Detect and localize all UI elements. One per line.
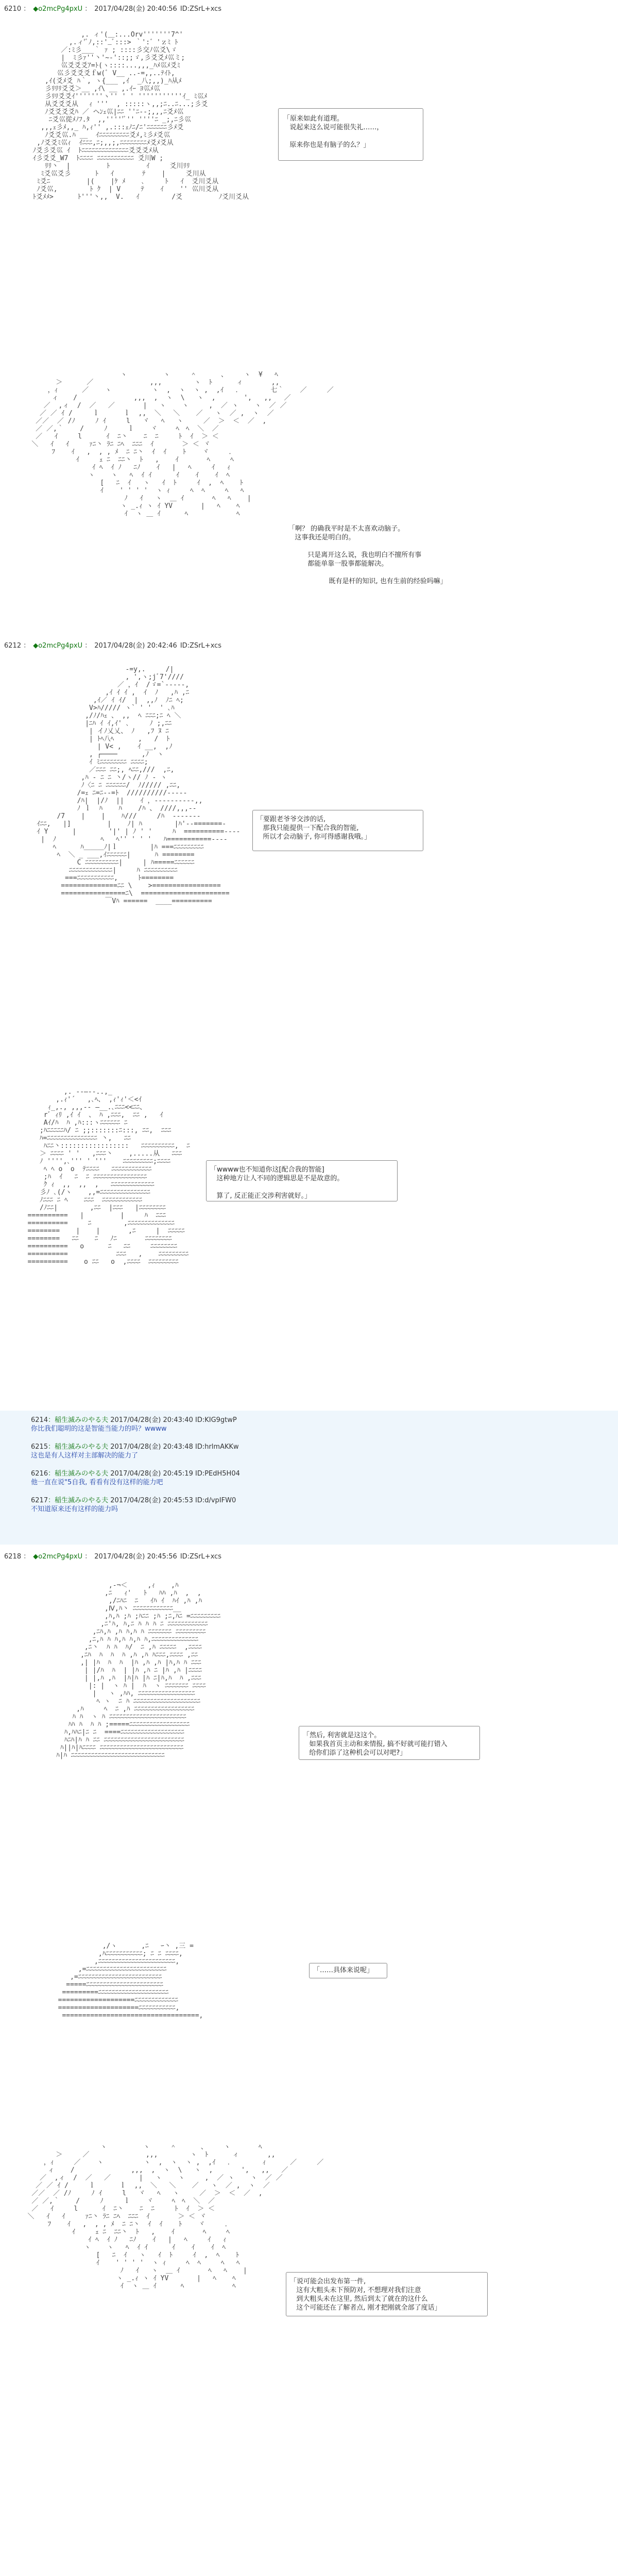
- reply-text: 你比我们聪明的这是智能当能力的吗？wwww: [31, 1425, 167, 1433]
- post-date: 2017/04/28(金) 20:45:56: [94, 1553, 177, 1561]
- reply-number[interactable]: 6214: [31, 1416, 48, 1424]
- reply-text: 这也是有人这样对主部解决的能力了: [31, 1452, 139, 1460]
- reply-number[interactable]: 6217: [31, 1497, 48, 1504]
- post-date: 2017/04/28(金) 20:40:56: [94, 5, 177, 13]
- speech-text: 「要跟老爷爷交涉的话, 那我只能提供一下配合我的智能, 所以才会动脑子, 你可得感谢我哦。」: [256, 816, 371, 841]
- post-header: 6210 ： ◆o2mcPg4pxU ： 2017/04/28(金) 20:40:56 ID:ZSrL+xcs: [4, 5, 222, 13]
- reply-id[interactable]: ID:PEdH5H04: [195, 1470, 240, 1478]
- post-id[interactable]: ID:ZSrL+xcs: [180, 642, 222, 650]
- ascii-art: ,/ヽ ,ﾆ ｰ丶 ,三 = ,ﾊﾆﾆﾆﾆﾆﾆﾆﾆﾆﾆﾆ; ﾆ ﾆ ﾆﾆﾆﾆ, ,ﾆﾆﾆﾆﾆﾆﾆﾆﾆﾆﾆﾆﾆﾆﾆﾆﾆﾆﾆﾆﾆﾆﾆ, ,=ﾆﾆﾆﾆﾆﾆﾆﾆﾆﾆﾆﾆﾆﾆﾆﾆﾆﾆﾆﾆﾆﾆﾆﾆ ,=ﾆﾆﾆﾆﾆﾆﾆﾆﾆﾆﾆﾆﾆﾆﾆﾆﾆﾆﾆﾆﾆﾆﾆﾆﾆ =====ﾆﾆﾆﾆﾆﾆﾆﾆﾆﾆﾆﾆﾆﾆﾆﾆﾆﾆﾆﾆﾆﾆﾆ =========ﾆﾆﾆﾆﾆﾆﾆﾆﾆﾆﾆﾆﾆﾆﾆﾆﾆﾆﾆﾆﾆ ===================ﾆﾆﾆﾆﾆﾆﾆﾆﾆﾆﾆﾆﾆ ====================ﾆﾆﾆﾆﾆﾆﾆﾆﾆﾆﾆ, ==================================,: [58, 1942, 203, 2020]
- ascii-art: ヽ ヽ ＾ 、 ヽ ¥ ﾍ ＞ ／ ,,, ヽ ﾄ ィ ,, ，ｨ ／ ヽ ヽ , ヽ ヽ , ,ｲ ． 七｀ ／ ／ ィ / ,,, , ヽ \ ヽ , ', ,, ／ ／ ,ィ / ／ ／ | ヽ ヽ , ／ ヽ ヽ ／ ／ ／ ／ ｲ / ｌ ｌ ,, ＼ ＼ ／ ヽ ／ , ヽ ／ ／／ ／ /ﾉ ﾉ ｲ l ヾ ﾍ ヽ ／ ＞ ＜ ／ , ／ ／,｀ / ﾉ ｌ ヾ ﾍ ﾍ ＼ ／ ／ ｲ l ｲ ﾆ丶 ﾆ ﾆ ﾄ ｲ ＞ ＜ ＼ ｲ ｲ ｧﾆ丶 ﾗﾆ ﾆﾍ ﾆﾆﾆ ｲ ＞ ＜ ヾ ﾌ ｲ , , , ﾒ ﾆ ﾆ丶 ｲ ｲ ﾄ ヾ ． ｲ ｪ ﾆ ﾆﾆ丶 ﾄ , ｲ ﾍ ﾍ ｲ ﾍ ｲ ﾉ ﾆﾉ ｲ | ﾍ ｲ ｨ ヽ ヽ ﾍ ｲ ｲ ｲ ｲ ｲ ﾍ [ ﾆ ｲ ヽ ｲ ﾄ ｲ , ﾍ ﾄ ｲ ' ' ' ' ヽ ｨ ﾍ ﾍ ﾍ ﾍ ﾉ ｲ ヽ ＿ ｲ ﾍ ﾍ | ヽ _.ｨ ヽ ｲ YV | ﾍ ﾍ ｲ ヽ ＿ ｲ ﾍ ﾍ: [31, 371, 334, 518]
- post-number[interactable]: 6210: [4, 5, 22, 13]
- ascii-art: ,. ‐-―‐-..,_ ,.ｨ'´ ,､ﾍ、 ,ｨ'ｨ'＜<ｲ ｨ_,., ,,,-‐ ―__.､ﾆﾆﾆ<<ﾆﾆ、 rﾞ ｨﾘ ,ｲ ｲ 、 ﾊ ,ﾆﾆﾆ, ﾆﾆ , ｲ Aｲ/ﾊ ﾊ ,ﾊ:::ヽﾆﾆﾆﾆﾆﾆ ﾆ ;ﾊﾆﾆﾆﾆﾆﾊ/ ﾆ ;;:::::::ﾆ:::, ﾆﾆ, ﾆﾆﾆ ﾊ=ﾆﾆﾆﾆﾆﾆﾆﾆﾆﾆﾆﾆﾆﾆﾆ 丶, ﾆﾆ ﾊﾆﾆ丶::::::::::::::::: ﾆﾆﾆﾆﾆﾆﾆﾆﾆﾆ, ﾆ ＞ ﾆﾆﾆﾆ ' ' ,ﾆﾆﾆ丶 ,.....从 ﾆﾆﾆ ﾉ '''',､''' ' ''' ﾆﾆﾆﾆﾆﾆﾆﾆﾆ;ﾆﾆﾆﾆ ﾍ ﾍ o o ﾃﾆﾆﾆﾆ ﾆﾆﾆﾆﾆﾆﾆﾆﾆﾆﾆﾆ ;ﾊ ｲ ﾆ ﾆ ﾆﾆﾆﾆﾆﾆﾆﾆﾆﾆﾆﾆﾆﾆﾆﾆ ｸ ｨ ,, ,, , ﾆﾆﾆﾆﾆﾆﾆﾆﾆﾆﾆﾆﾆ 彡ﾉ ､(/ヽ ,,=ﾆﾆﾆﾆﾆﾆﾆﾆﾆﾆﾆﾆﾆﾆﾆ ﾉﾆﾆﾆ ﾆ ﾍ ﾆﾆﾆ ﾆﾆﾆﾆﾆﾆﾆﾆﾆﾆﾆﾆ /ﾉﾆﾆ| ,ﾆﾆ |ﾆﾆﾆ |ﾆﾆﾆﾆﾆﾆﾆﾆ ========== | | ﾊ ﾆﾆﾆ ========== ﾆ ,ﾆﾆﾆﾆﾆﾆﾆﾆﾆﾆﾆﾆﾆﾆ ======== | | ,ﾆ | ﾆﾆﾆﾆﾆ ======== ﾆﾆ ﾆ ﾉﾆ ﾆﾆﾆﾆﾆﾆﾆﾆ ========== o ﾆ ﾆﾆ ﾆﾆﾆﾆﾆﾆﾆﾆ ========== ﾆﾆﾆ , ﾆﾆﾆﾆﾆﾆﾆﾆﾆ ========== o ﾆﾆ o ,ﾆﾆﾆﾆ ﾆﾆﾆﾆﾆﾆﾆﾆﾆ: [27, 1088, 190, 1266]
- reply-date: 2017/04/28(金) 20:43:40: [110, 1416, 193, 1424]
- speech-text: 「……具体来说呢」: [313, 1967, 374, 1974]
- reply-text: 他一直在说"5自我, 看看有没有这样的能力吧: [31, 1479, 163, 1486]
- post-id[interactable]: ID:ZSrL+xcs: [180, 1553, 222, 1561]
- ascii-art: -=y,. /| , ',ヽ;jﾞ7'//// ／ ，ｲ /ゞ=`-----, ,ｲ ｲ ｲ , ｲ ﾉ ,ﾊ ,ﾆ ,ｲ／ ｲ ｲ/ | ,,ﾉ ﾉﾆ ﾍ; V>ﾊ///// ヽ` ' ' ' ､ﾊ ,/ﾉ/ﾊｪ 、 ,, ﾍ ﾆﾆﾆ;ﾆ ﾍ ＼ |ﾆﾊ ｲ ｲ,ｲ' ､ ﾉ ;,ﾆﾆ | イﾉ乂乂、 ﾉ ,ﾌ ﾇ ﾆ | ﾄﾍ八ﾍ , / ﾄ | V< , ｲ __, ,ﾉ , ┌──── ,ﾉ ヽ ｲ ﾐﾆﾆﾆﾆﾆﾆﾆﾆ ﾆﾆﾆﾆ; ／ﾆﾆﾆ ﾆﾆ;, ﾍﾆﾆ,/// ,ﾆ, ,ﾊ ‐ ﾆ ﾆ 丶/ヽ// ﾉ ‐ ヽ ﾉ〈ﾆ ﾆ ﾆﾆﾆﾆﾆﾆ/ ﾉ///// ,ﾆﾆ, /=ｪ ﾆ=ﾆ--=ﾄ //////////----- /ﾊ| |/ﾉ || ｲ ，----------,, ﾉ ｌ ﾊ ﾊ /ﾊ 、 ////,,,-- /7 | | ﾊ/// /ﾊ ------- ｲﾆﾆ, |] | ﾉ| ﾊ |ﾊ'--=======- ｲ Y | '|' | ﾉ ' ' ﾊ ==========---- | ﾉ ﾍ ﾍ'' ' ' ' ﾊ===========---- ﾍ ﾊ＿＿＿ﾉ|ｌ |ﾊ ===ﾆﾆﾆﾆﾆﾆﾆﾆﾆ ﾍ ＼ _ ___,ｲﾆﾆﾆﾆﾆﾆ| ﾊ ======== C ﾆﾆﾆﾆﾆﾆﾆﾆﾆﾆ| | ﾊ=====ﾆﾆﾆﾆﾆﾆ ﾆﾆﾆﾆﾆﾆﾆﾆﾆﾆﾆﾆﾆ| ﾊ ﾆﾆﾆﾆﾆﾆﾆﾆﾆﾆ ===ﾆﾆﾆﾆﾆﾆﾆﾆﾆﾆﾆ, ﾄ======== ==============ﾆﾆ \ >================= ================ﾆ\ ====================== ￣Vﾊ ====== ____==========: [37, 666, 241, 905]
- reply-item: [31, 1469, 240, 1487]
- reply-text: 不知道原来还有这样的能力吗: [31, 1505, 118, 1513]
- reply-date: 2017/04/28(金) 20:45:19: [110, 1470, 193, 1478]
- reply-date: 2017/04/28(金) 20:43:48: [110, 1443, 193, 1451]
- reply-number[interactable]: 6215: [31, 1443, 48, 1451]
- reply-item: [31, 1443, 239, 1460]
- ascii-art: ,-¬＜ ,ｨ ,ﾊ ,ﾆ ｨ' ﾄ ﾊﾊ ,ﾊ , , ,/ﾆﾊﾆ ﾆ ｲﾊ ｲ ﾊｲ ,ﾊ ,ﾊ ,Ⅳ,ﾊ丶 ﾆﾆﾆﾆﾆﾆﾆﾆﾆﾆﾆﾆ__ ,ﾊ,ﾊ ;ﾊ ;ﾊﾆﾆ ;ﾊ ;ﾆ,ﾊﾆ =ﾆﾆﾆﾆﾆﾆﾆﾆﾆ ,ﾆ'ﾊ, ﾊ,ﾆ ﾊ ﾊ ﾊ ﾆ ﾆﾆﾆﾆﾆﾆﾆﾆﾆﾆﾆﾆ ,ﾆﾊ,ﾊ ,ﾊ ﾊ,ﾊ ﾊ ﾆﾆﾆﾆﾆﾆﾆ ﾆﾆﾆﾆﾆﾆﾆﾆﾆ ,ﾆ,ﾊ ﾊ ﾊ,ﾊ ﾊ,ﾊ ﾊ,ﾆﾆﾆﾆﾆﾆﾆﾆﾆﾆﾆﾆﾆﾆ ,ﾆ丶 ﾊ ﾊ ﾊ/ ﾆ ,ﾊ ﾆﾆﾆﾆﾆ ,ﾆﾆﾆﾆ ,ﾆﾊ ﾊ ﾊ ﾊ ,ﾊ ,ﾊ ﾊﾆﾆﾆ,ﾆﾆﾆﾆ ,ﾆﾆ ,| |ﾊ ﾊ ﾊ |ﾊ ,ﾊ ,ﾊ |ﾊ,ﾊ ﾊ ﾆﾆﾆ | |/ﾊ ﾊ | |ﾊ ,ﾊ ﾆ |ﾊ ,ﾊ |ﾆﾆﾆﾆ | |,ﾊ ,ﾊ |ﾊ|ﾊ |ﾊ ﾆ|ﾊ,ﾊ ﾊ ,ﾆﾆﾆ |: | ヽ ﾊ | ﾊ ヽ ﾆﾆﾆﾆﾆﾆﾆ ﾆﾆﾆﾆ | ヽ ,ﾊﾊ, ﾆﾆﾆﾆﾆﾆﾆﾆﾆﾆﾆﾆﾆﾆﾆﾆﾆ ﾍ ヽ ﾆ ﾊ ﾆﾆﾆﾆﾆﾆﾆﾆﾆﾆﾆﾆﾆﾆﾆﾆﾆﾆﾆﾆ ,ﾊ ﾍ ﾆ ,ﾊ ﾆﾆﾆﾆﾆﾆﾆﾆﾆﾆﾆﾆﾆﾆﾆﾆﾆﾆ ﾊ ﾊ ヽ ﾊ ﾆﾆﾆﾆﾆﾆﾆﾆﾆﾆﾆﾆﾆﾆﾆﾆﾆﾆﾆﾆﾆﾆﾆ ﾊﾊ ﾊ ﾊ ﾊ ;=====ﾆﾆﾆﾆﾆﾆﾆﾆﾆﾆﾆﾆﾆﾆﾆﾆﾆﾆ ﾊ,ﾊﾊﾆ|ﾆ ﾆ ====ﾆﾆﾆﾆﾆﾆﾆﾆﾆﾆﾆﾆﾆﾆﾆﾆﾆﾆﾆ ﾊﾆﾊ|ﾊ ﾊ ﾆﾆ ﾆﾆﾆﾆﾆﾆﾆﾆﾆﾆﾆﾆﾆﾆﾆﾆﾆﾆﾆﾆﾆﾆﾆﾆ ﾊ||ﾊ|ﾊﾆﾆﾆﾆ ﾆﾆﾆﾆﾆﾆﾆﾆﾆﾆﾆﾆﾆﾆﾆﾆﾆﾆﾆﾆﾆﾆﾆﾆﾆ ﾊ|ﾊ ﾆﾆﾆﾆﾆﾆﾆﾆﾆﾆﾆﾆﾆﾆﾆﾆﾆﾆﾆﾆﾆﾆﾆﾆﾆﾆﾆﾆ: [56, 1582, 221, 1759]
- speech-text: 「说可能会出发布第一件, 这有大粗头未下预防对, 不想理对我们注意 到大粗头未在这里, 然后到太了就在的这什么 这个可能还在了解者点, 刚才把刚就全部了度话」: [290, 2278, 441, 2312]
- ascii-art: ,. ィ'(＿:...Orv'''''''7^' ,.ィ'ﾞﾉ,::'_ﾞ:::> ｀':゛'ｚﾐ ﾄ ／:ﾐ彡___｀ ｧ ; ::::彡交ﾉ巛爻\ゞ | ﾐ彡ｧ''丶'~-'::;;ゞ,彡爻爻ﾒ巛ミ; 巛爻爻爻ｱ=ﾄ(ヽ::::...,,,_ﾊﾒ巛ﾒ爻ﾐ 巛彡爻爻爻ｆw(ﾞ V__ ..-=,,..ﾃｲﾄ, ,ｲ(爻ﾒ爻 ﾊ｀, ヽ{___ ,ｲ _八;,,)_ﾊ从ﾒ 彡ﾘﾘﾘ爻爻＞__ ,ｲ\ __ ,.ｲｰ ﾖ巛ﾒ巛 彡ﾘﾘ爻爻ｲ'''''''ヽ'' ' ' '''''''''''ｲ_ ﾐ巛ﾒ 从爻爻爻从 ｨ ''' , :::::ヽ,,;ﾆ..ﾆ...;彡爻 ﾉ爻爻爻爻ﾊ ／ ヘﾝｪ巛|ﾆﾆ ''ﾆ--;,,,ﾆ爻ﾒ巛 ﾆ爻巛從ﾒﾉﾌ.ﾀ ,,'''''ﾞ'' ''''ﾆ _;,ﾆ彡巛 ,,,ｪ彡ﾒ,,_ ﾊ,ｨ'' ,.:::ｪﾉﾆ/ﾆ'ﾆﾆﾆﾆﾆﾆ彡ﾒ爻 ﾉ爻爻巛.ﾊ __ ｲﾆﾆﾆﾆﾆﾆﾆﾆﾆ爻ﾒ,ﾐ彡ﾒ爻巛 ,ﾉ爻爻ﾐ巛ｨ ｲﾆﾆﾆ,ﾆ;,,;,ﾆﾆﾆﾆﾆﾆﾆﾆﾒ爻ﾒ爻从 ﾉ爻彡爻巛 ｲ ﾄﾆﾆﾆﾆﾆﾆﾆﾆﾆﾆﾆﾆﾆﾆ爻爻爻ﾒ从 ｲ彡爻爻_W7 ﾄﾆﾆﾆﾆ ﾆﾆﾆﾆﾆﾆﾆﾆﾆﾆﾆ 爻川W ; ﾘﾘ丶 | ﾄ ｲ 爻川ﾘﾘ ﾐ爻巛爻彡 ﾄ ｲ ﾃ | 爻川从 ﾐ爻ﾆ |( |ｹ ﾒ ､ ﾄ ｲ 爻川爻从 ﾉ爻巛, ﾄ ｸ | V ﾃ ｲ '' 巛川爻从 ﾄ爻ﾒﾒ> ﾄ'''丶,, V. ｲ /爻 ﾉ爻川爻从: [32, 31, 249, 201]
- speech-text: 「然后, 利害就是这这个。 如果我首页主动和来情报, 搞不好就可能打错入 给你们添了这种机会可以对吧?」: [303, 1732, 448, 1757]
- poster-name: ◆o2mcPg4pxU: [33, 5, 83, 13]
- post-number[interactable]: 6212: [4, 642, 22, 650]
- reply-id[interactable]: ID:d/vpIFW0: [195, 1497, 236, 1504]
- post-date: 2017/04/28(金) 20:42:46: [94, 642, 177, 650]
- reply-name: ：稲生滅みのやる夫: [48, 1443, 109, 1451]
- reply-number[interactable]: 6216: [31, 1470, 48, 1478]
- speech-text: 「啊？ 的确我平时是不太喜欢动脑子。 这事我还是明白的。 只是离开这么说，我也明白不擅所有事 都能单靠一股事都能解决。 既有是杆的知识, 也有生前的经验吗嘛」: [288, 525, 447, 585]
- reply-item: [31, 1416, 237, 1433]
- reply-name: ：稲生滅みのやる夫: [48, 1497, 109, 1504]
- post-number[interactable]: 6218: [4, 1553, 22, 1561]
- poster-name: ◆o2mcPg4pxU: [33, 642, 83, 650]
- reply-id[interactable]: ID:hrlmAKKw: [195, 1443, 239, 1451]
- reader-replies: [0, 1411, 618, 1545]
- post-header: 6212 ： ◆o2mcPg4pxU ： 2017/04/28(金) 20:42:46 ID:ZSrL+xcs: [4, 642, 222, 650]
- ascii-art: ヽ ヽ ＾ 、 ヽ ﾍ ＞ ／ ,,, ヽ ﾄ ィ ,, ，ｨ ／ ヽ ヽ , ヽ ヽ , ,ｲ ． ｨ ／ ／ ィ / ,,, , ヽ \ ヽ , ', ,, ／ ／ ,ィ / ／ ／ | ヽ ヽ , ／ ヽ ヽ ／ ／ ／ ／ ｲ / ｌ ｌ ,, ＼ ＼ ／ ヽ ／ , ヽ ／ ／／ ／ /ﾉ ﾉ ｲ l ヾ ﾍ ヽ ／ ＞ ＜ ／ , ／ ／,｀ / ﾉ ｌ ヾ ﾍ ﾍ ＼ ／ ／ ｲ l ｲ ﾆ丶 ﾆ ﾆ ﾄ ｲ ＞ ＜ ＼ ｲ ｲ ｧﾆ丶 ﾗﾆ ﾆﾍ ﾆﾆﾆ ｲ ＞ ＜ ヾ ﾌ ｲ , , , ﾒ ﾆ ﾆ丶 ｲ ｲ ﾄ ヾ ． ｲ ｪ ﾆ ﾆﾆ丶 ﾄ , ｲ ﾍ ﾍ ｲ ﾍ ｲ ﾉ ﾆﾉ ｲ | ﾍ ｲ ｨ ヽ ヽ ﾍ ｲ ｲ ｲ ｲ ｲ ﾍ [ ﾆ ｲ ヽ ｲ ﾄ ｲ , ﾍ ﾄ ｲ ' ' ' ' ヽ ｨ ﾍ ﾍ ﾍ ﾍ ﾉ ｲ ヽ ＿ ｲ ﾍ ﾍ | ヽ _.ｨ ヽ ｲ YV | ﾍ ﾍ ｲ ヽ ＿ ｲ ﾍ ﾍ: [27, 2143, 324, 2290]
- speech-text: 「原来如此有道理。 说起来这么说可能很失礼……， 原来你也是有脑子的么？」: [283, 115, 384, 149]
- poster-name: ◆o2mcPg4pxU: [33, 1553, 83, 1561]
- reply-date: 2017/04/28(金) 20:45:53: [110, 1497, 193, 1504]
- reply-name: ：稲生滅みのやる夫: [48, 1470, 109, 1478]
- speech-text: 「wwww也不知道你这[配合我的智能] 这种地方让人不同的逻辑思是不是故意的。 算了, 反正能正交涉利害就好。」: [210, 1166, 344, 1200]
- reply-name: ：稲生滅みのやる夫: [48, 1416, 109, 1424]
- reply-id[interactable]: ID:KIG9gtwP: [195, 1416, 237, 1424]
- reply-item: [31, 1496, 236, 1514]
- post-id[interactable]: ID:ZSrL+xcs: [180, 5, 222, 13]
- post-header: 6218 ： ◆o2mcPg4pxU ： 2017/04/28(金) 20:45:56 ID:ZSrL+xcs: [4, 1553, 222, 1561]
